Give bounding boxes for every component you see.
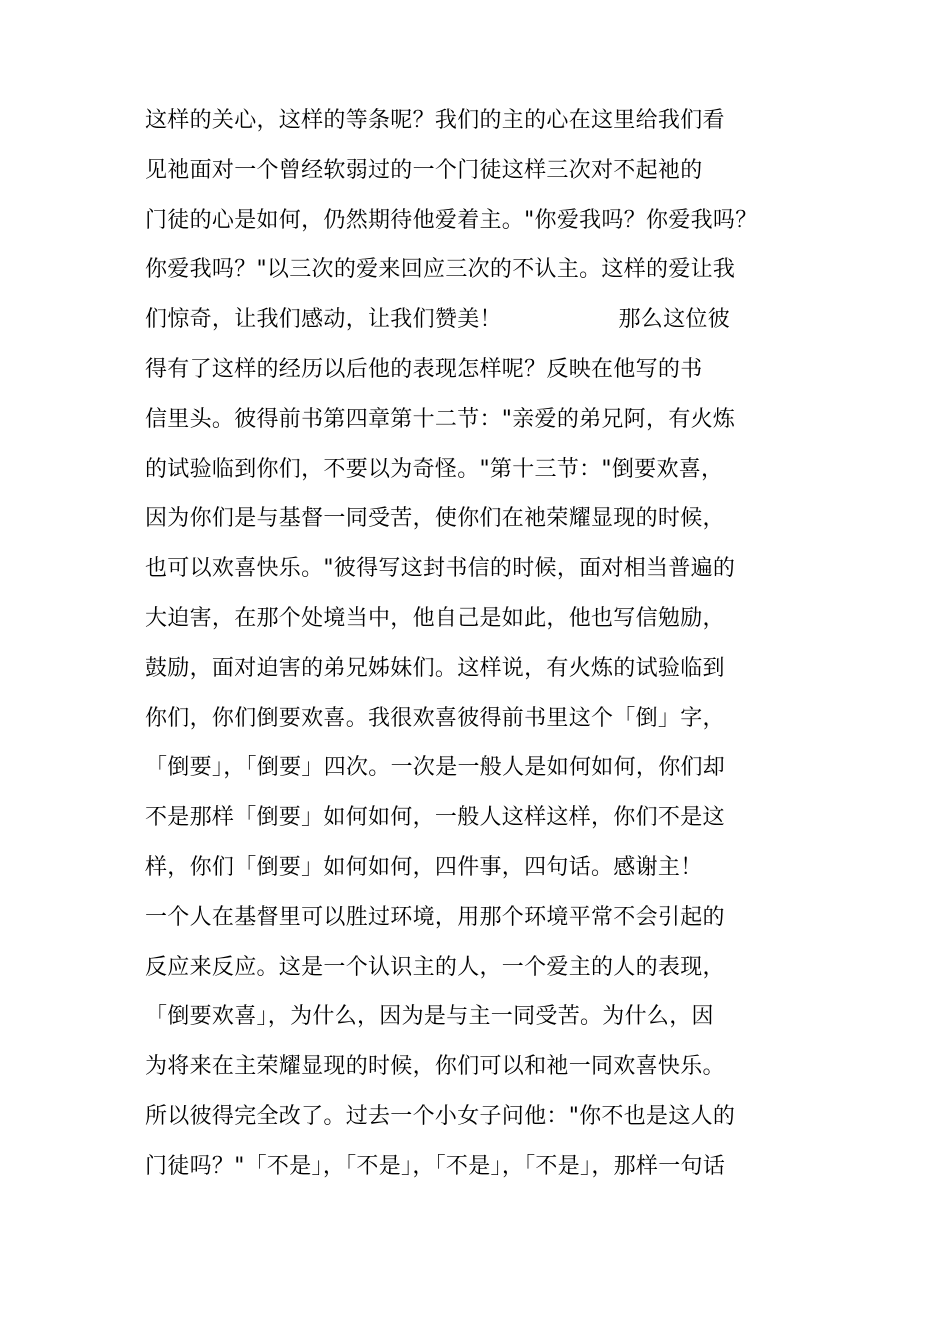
- text-line: 也可以欢喜快乐。"彼得写这封书信的时候，面对相当普遍的: [145, 556, 736, 582]
- body-text: [145, 96, 845, 1192]
- text-line: 你们，你们倒要欢喜。我很欢喜彼得前书里这个「倒」字，: [145, 705, 725, 731]
- text-line: 们惊奇，让我们感动，让我们赞美！ 那么这位彼: [145, 307, 730, 333]
- text-line: 鼓励，面对迫害的弟兄姊妹们。这样说，有火炼的试验临到: [145, 655, 725, 681]
- text-line: 因为你们是与基督一同受苦，使你们在祂荣耀显现的时候，: [145, 506, 725, 532]
- text-line: 为将来在主荣耀显现的时候，你们可以和祂一同欢喜快乐。: [145, 1054, 725, 1080]
- text-line: 所以彼得完全改了。过去一个小女子问他："你不也是这人的: [145, 1103, 736, 1129]
- text-line: 不是那样「倒要」如何如何，一般人这样这样，你们不是这: [145, 805, 725, 831]
- text-line: 见祂面对一个曾经软弱过的一个门徒这样三次对不起祂的: [145, 157, 703, 183]
- text-line: 这样的关心，这样的等条呢？我们的主的心在这里给我们看: [145, 108, 725, 133]
- text-line: 「倒要欢喜」，为什么，因为是与主一同受苦。为什么，因: [145, 1004, 714, 1030]
- text-line: 「倒要」，「倒要」四次。一次是一般人是如何如何，你们却: [145, 755, 726, 781]
- text-line: 门徒吗？"「不是」，「不是」，「不是」，「不是」，那样一句话: [145, 1153, 726, 1179]
- text-line: 的试验临到你们，不要以为奇怪。"第十三节："倒要欢喜，: [145, 456, 724, 482]
- text-line: 大迫害，在那个处境当中，他自己是如此，他也写信勉励，: [145, 605, 725, 631]
- text-line: 反应来反应。这是一个认识主的人，一个爱主的人的表现，: [145, 954, 725, 980]
- text-line: 样，你们「倒要」如何如何，四件事，四句话。感谢主！: [145, 854, 703, 880]
- text-line: 一个人在基督里可以胜过环境，用那个环境平常不会引起的: [145, 904, 725, 930]
- text-line: 门徒的心是如何，仍然期待他爱着主。"你爱我吗？你爱我吗？: [145, 207, 758, 233]
- text-line: 信里头。彼得前书第四章第十二节："亲爱的弟兄阿，有火炼: [145, 406, 736, 432]
- text-line: 得有了这样的经历以后他的表现怎样呢？反映在他写的书: [145, 356, 703, 382]
- text-line: 你爱我吗？"以三次的爱来回应三次的不认主。这样的爱让我: [145, 257, 736, 283]
